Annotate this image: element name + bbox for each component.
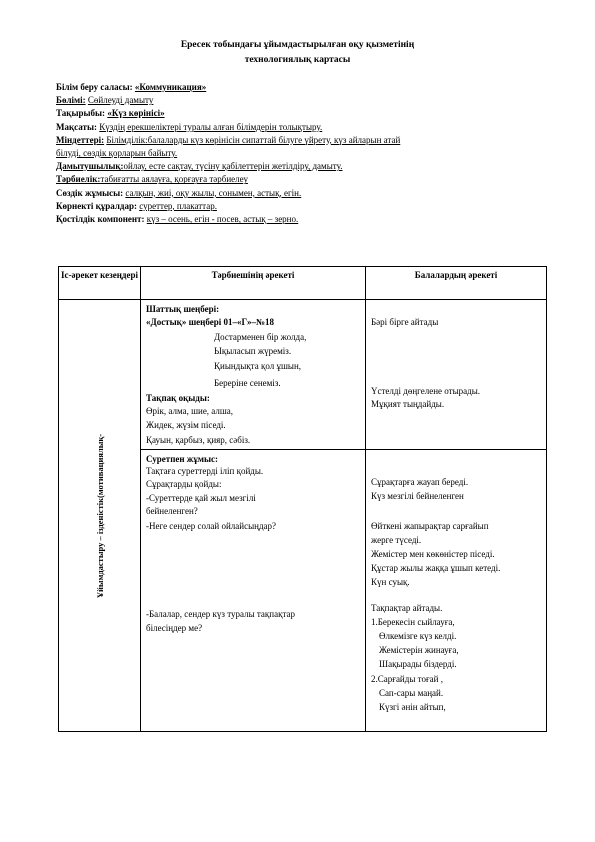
children-text: Жемістерін жинауға,: [379, 645, 459, 655]
meta-line-objectives: Міндеттері: Білімділік:балаларды күз көрінісін сипаттай білуге үйрету, күз айларын атай: [56, 134, 401, 145]
meta-line-upbringing: Тәрбиелік:табиғатты аялауға, қорғауға тәрбиелеу: [56, 174, 248, 185]
teacher-text: -Неге сендер солай ойлайсыңдар?: [146, 521, 277, 531]
children-text: Мұқият тыңдайды.: [371, 399, 445, 409]
children-cell-1: [366, 300, 547, 450]
children-text: 1.Берекесін сыйлауға,: [371, 617, 455, 627]
meta-line-goal: Мақсаты: Күздің ерекшеліктері туралы алған білімдерін толықтыру.: [56, 121, 323, 132]
header-teacher-actions: Тәрбиешінің әрекеті: [141, 267, 366, 300]
meta-line-visual-aids: Көрнекті құралдар: суреттер, плакаттар.: [56, 200, 217, 211]
children-cell-2: [366, 450, 547, 732]
meta-line-section: Бөлімі: Сөйлеуді дамыту: [56, 95, 154, 106]
lesson-table: [58, 266, 547, 732]
meta-line-vocabulary: Сөздік жұмысы: салқын, жиі, оқу жылы, сонымен, астық, егін.: [56, 187, 302, 198]
teacher-text: Береріне сенеміз.: [214, 378, 281, 388]
teacher-text: білесіңдер ме?: [146, 623, 203, 633]
children-text: жерге түседі.: [371, 535, 422, 545]
children-text: 2.Сарғайды тоғай ,: [371, 674, 443, 684]
children-text: Тақпақтар айтады.: [371, 603, 443, 613]
header-children-actions: Балалардың әрекеті: [366, 267, 547, 300]
teacher-text: Қауын, қарбыз, қияр, сәбіз.: [146, 435, 251, 445]
teacher-cell-1: [141, 300, 366, 450]
teacher-text: Тақпақ оқыды:: [146, 393, 210, 403]
header-stages: Іс-әрекет кезеңдері: [59, 267, 141, 300]
children-text: Жемістер мен көкөністер піседі.: [371, 549, 495, 559]
meta-line-subject: Білім беру саласы: «Коммуникация»: [56, 82, 207, 92]
teacher-text: бейнеленген?: [146, 506, 198, 516]
document-title-line-2: технологиялық картасы: [244, 55, 351, 65]
lesson-metadata: [56, 81, 546, 226]
table-row: [59, 300, 547, 450]
teacher-text: Достарменен бір жолда,: [214, 332, 307, 342]
meta-line-developmental: Дамытушылық:ойлау, есте сақтау, түсіну қабілеттерін жетілдіру, дамыту.: [56, 161, 343, 172]
teacher-text: -Балалар, сендер күз туралы тақпақтар: [146, 609, 296, 619]
children-text: Құстар жылы жаққа ұшып кетеді.: [371, 563, 501, 573]
stage-cell: [59, 300, 141, 732]
children-text: Бәрі бірге айтады: [371, 317, 439, 327]
meta-line-objectives-cont: білуді, сөздік қорларын байыту.: [56, 148, 178, 159]
document-title-line-1: Ересек тобындағы ұйымдастырылған оқу қызметінің: [180, 40, 415, 50]
children-text: Үстелді дөңгелене отырады.: [371, 386, 480, 396]
teacher-text: -Суреттерде қай жыл мезгілі: [146, 493, 256, 503]
children-text: Өлкемізге күз келді.: [379, 631, 457, 641]
teacher-text: Суретпен жұмыс:: [146, 454, 218, 464]
children-text: Шақырады біздерді.: [379, 659, 457, 669]
children-text: Күз мезгілі бейнеленген: [371, 491, 464, 501]
meta-line-topic: Тақырыбы: «Күз көрінісі»: [56, 108, 165, 119]
meta-line-bilingual: Қостілдік компонент: күз – осень, егін - посев, астық – зерно.: [56, 214, 299, 225]
children-text: Сұрақтарға жауап береді.: [371, 477, 469, 487]
teacher-cell-2: [141, 450, 366, 732]
teacher-text: Қиындықта қол ұшын,: [214, 361, 302, 371]
teacher-text: Сұрақтарды қойды:: [146, 479, 222, 489]
children-text: Сап-сары маңай.: [379, 688, 444, 698]
stage-label: Ұйымдастыру – ізденістік(мотивациялық-: [94, 433, 105, 598]
children-text: Күзгі әнін айтып,: [379, 702, 446, 712]
children-text: Күн суық.: [371, 577, 410, 587]
teacher-text: Жидек, жүзім піседі.: [146, 420, 226, 430]
teacher-text: Ықыласып жүреміз.: [214, 346, 292, 356]
table-header-row: [59, 267, 547, 300]
children-text: Өйткені жапырақтар сарғайып: [371, 521, 489, 531]
teacher-text: Шаттық шеңбері:: [146, 304, 220, 314]
teacher-text: Тақтаға суреттерді іліп қойды.: [146, 466, 264, 476]
teacher-text: «Достық» шеңбері 01–«Г»–№18: [146, 317, 275, 327]
teacher-text: Өрік, алма, шие, алша,: [146, 406, 234, 416]
